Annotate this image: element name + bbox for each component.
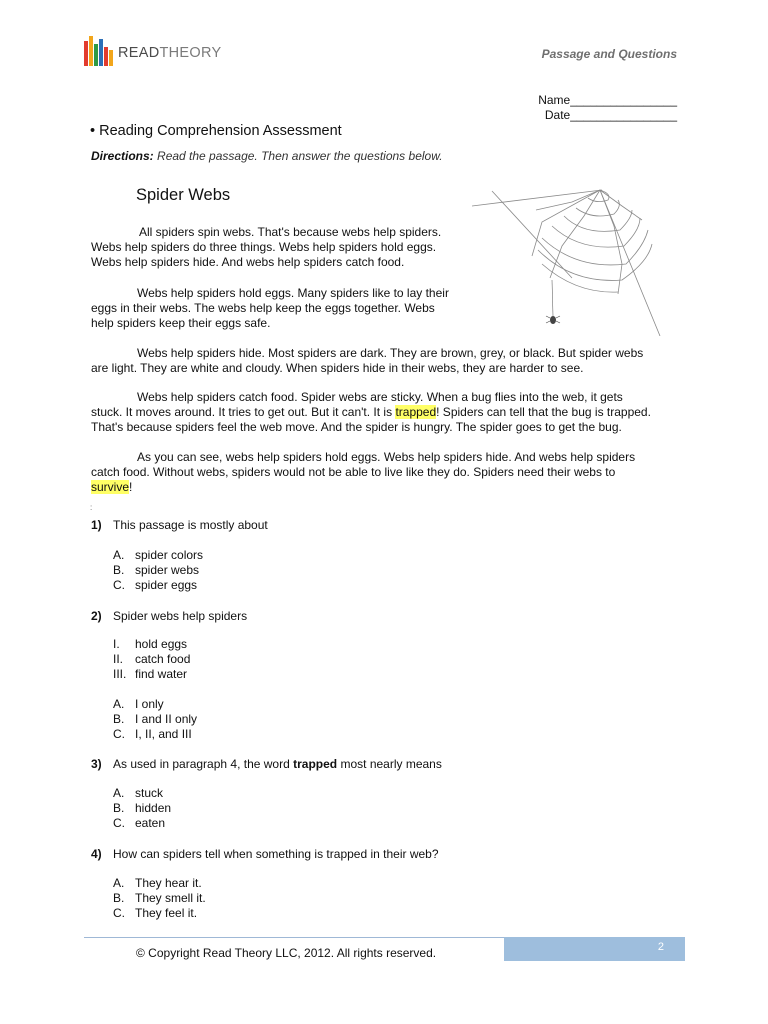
paragraph-3: Webs help spiders hide. Most spiders are dark. They are brown, grey, or black. But spider webs are light. They are white and cloudy. When spiders hide in their webs, they are harder to see. — [91, 346, 644, 375]
question-1: 1) This passage is mostly about — [91, 518, 268, 532]
choice-item: C. I, II, and III — [113, 727, 192, 741]
choice-item: C. eaten — [113, 816, 166, 830]
paragraph-5: As you can see, webs help spiders hold eggs. Webs help spiders hide. And webs help spiders catch food. Without webs, spiders would not be able to live like they do. Spiders need their webs to survive! — [91, 450, 636, 494]
spider-web-illustration — [472, 186, 682, 336]
date-line: Date________________ — [544, 108, 677, 122]
choice-item: B. spider webs — [113, 563, 200, 577]
bold-word-trapped: trapped — [293, 757, 338, 771]
assessment-title: • Reading Comprehension Assessment — [90, 123, 342, 139]
paragraph-4: Webs help spiders catch food. Spider webs are sticky. When a bug flies into the web, it gets stuck. It moves around. It tries to get out. But it can't. It is trapped! Spiders can tell that the bug is trapped. That's because spiders feel the web move. And the spider is hungry. The spider goes to get the bug. — [91, 390, 651, 434]
page-number: 2 — [657, 941, 664, 953]
paragraph-2: Webs help spiders hold eggs. Many spiders like to lay their eggs in their webs. The webs help keep the eggs together. Webs help spiders keep their eggs safe. — [91, 286, 449, 330]
question-3: 3) As used in paragraph 4, the word trapped most nearly means — [91, 757, 442, 771]
spider-icon — [546, 316, 560, 324]
choice-item: B. They smell it. — [113, 891, 206, 905]
choice-item: C. spider eggs — [113, 578, 198, 592]
highlighted-word-trapped: trapped — [395, 405, 437, 419]
question-1-choices — [113, 548, 203, 593]
choice-item: C. They feel it. — [113, 906, 198, 920]
choice-item: A. They hear it. — [113, 876, 202, 890]
directions-text: Read the passage. Then answer the questions below. — [153, 149, 443, 163]
directions-label: Directions: — [91, 149, 154, 163]
logo-wordmark: READTHEORY — [118, 45, 222, 61]
question-2-statements — [113, 637, 190, 682]
choice-item: A. stuck — [113, 786, 164, 800]
question-2-choices — [113, 697, 197, 742]
choice-item: A. spider colors — [113, 548, 204, 562]
stray-mark: : — [90, 503, 93, 512]
choice-item: B. I and II only — [113, 712, 198, 726]
question-4: 4) How can spiders tell when something is trapped in their web? — [91, 847, 439, 861]
story-title: Spider Webs — [136, 186, 231, 204]
question-3-choices — [113, 786, 171, 831]
statement-item: II. catch food — [113, 652, 191, 666]
choice-item: B. hidden — [113, 801, 172, 815]
choice-item: A. I only — [113, 697, 164, 711]
name-date-fields — [538, 93, 677, 123]
highlighted-word-survive: survive — [91, 480, 130, 494]
book-stack-logo-icon — [84, 36, 116, 66]
question-4-choices — [113, 876, 206, 921]
paragraph-1: All spiders spin webs. That's because webs help spiders. Webs help spiders do three things. Webs help spiders hold eggs. Webs help spiders hide. And webs help spiders catch food. — [91, 225, 442, 269]
statement-item: I. hold eggs — [113, 637, 188, 651]
directions — [91, 149, 443, 163]
name-line: Name________________ — [538, 93, 677, 107]
readtheory-logo — [84, 36, 234, 70]
copyright-notice: © Copyright Read Theory LLC, 2012. All rights reserved. — [136, 946, 437, 960]
statement-item: III. find water — [113, 667, 188, 681]
question-2: 2) Spider webs help spiders — [91, 609, 248, 623]
document-label: Passage and Questions — [541, 47, 677, 61]
footer-divider — [84, 937, 504, 938]
